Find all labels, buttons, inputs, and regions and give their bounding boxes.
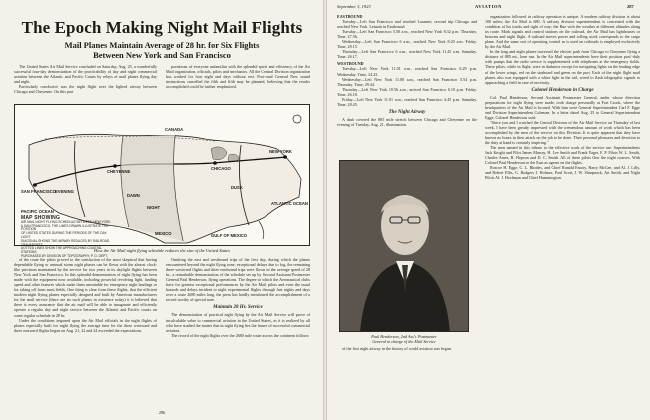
article-subtitle-line2: Between New York and San Francisco bbox=[93, 50, 231, 60]
henderson-paragraph: Col. Paul Henderson, Second Assistant Postmaster General, under whose direction preparations for night flying were made, took charge personally at Fort Crook, where the headquarters of the Air Mail is located. With him were General Superintendent Carl F. Egge and Division Superintendent Coleman. In a letter dated Aug. 25 to General Superintendent Egge, Colonel Henderson said: bbox=[485, 94, 640, 120]
legend-line: DIAGONAL SHOWS THE AIRWAY REDUCED BY RAILROAD TRANSPORTS bbox=[21, 238, 110, 247]
map-label-pacific: PACIFIC OCEAN bbox=[21, 209, 54, 214]
schedule-entry: Thursday—Left San Francisco 6 a.m., reached New York 11.45 a.m. Saturday. Time, 26.17. bbox=[337, 49, 477, 60]
legend-line: & SAN FRANCISCO. THE LINES DRAWN ILLUSTRATE THE POSITION bbox=[21, 223, 109, 232]
map-label-dawn: DAWN bbox=[127, 193, 140, 198]
map-label-atlantic: ATLANTIC OCEAN bbox=[271, 201, 308, 206]
page-number-left: 286 bbox=[158, 410, 166, 415]
eastbound-heading: EASTBOUND bbox=[337, 14, 363, 19]
san-francisco-dot bbox=[33, 183, 37, 187]
legend-line: PURCHASED BY DIVISION OF TOPOGRAPHY, P. O. DEPT. bbox=[21, 253, 108, 258]
schedule-entry: Friday—Left New York 11.01 a.m., reached San Francisco 4.45 p.m. Saturday. Time, 28.45. bbox=[337, 96, 477, 107]
article-title: The Epoch Making Night Mail Flights bbox=[21, 18, 303, 37]
map-label-new-york: NEW YORK bbox=[269, 149, 292, 154]
legend-line: DOTTED LINES SHOW THE APPROACHING COASTAL STATIONS bbox=[21, 246, 102, 255]
night-airway-heading: The Night Airway bbox=[388, 109, 426, 115]
header-magazine-title: AVIATION bbox=[475, 4, 502, 9]
map-label-gulf: GULF OF MEXICO bbox=[211, 233, 248, 238]
below-photo-text: of the first night airway in the history of world aviation was begun. bbox=[342, 346, 452, 351]
schedule-entry: Tuesday—Left San Francisco 5.50 a.m., reached New York 8.32 p.m. Thursday. Time, 27.56. bbox=[337, 29, 477, 40]
map-label-canada: CANADA bbox=[165, 127, 184, 132]
portrait-drawing bbox=[340, 161, 469, 332]
below-photo-column bbox=[337, 346, 477, 412]
body-paragraph-right-b: The demonstration of practical night flying by the Air Mail Service will prove of incalculable value to commercial aviation in the United States, as it is realized by all who have studied the matter that in night flying lies the future of successful commercial aviation. bbox=[166, 312, 310, 333]
page-number-right: 287 bbox=[627, 4, 634, 9]
map-caption: How the Air Mail night flying schedule reduces the size of the United States bbox=[93, 248, 231, 253]
map-label-san-francisco: SAN FRANCISCO bbox=[21, 189, 56, 194]
westbound-heading: WESTBOUND bbox=[337, 61, 364, 67]
night-airway-text: A dash covered the 885 mile stretch between Chicago and Cheyenne on the evening of Tuesday, Aug. 21, illumination. bbox=[337, 116, 477, 127]
body-paragraph-b: Under the conditions imposed upon the Air Mail officials in the night flights of planes especially built for night flying the average time for the three westward and three eastward flights began on Aug. 21, 22 and 24 exceeded the expectations. bbox=[14, 317, 157, 333]
schedule-entry: Tuesday—Left San Francisco and reached Laramie; second trip Chicago and reached New York. Lemain in Eastbound. bbox=[337, 19, 477, 30]
photo-caption-line2: General in charge of the Mail Service bbox=[372, 339, 436, 344]
photo-caption bbox=[339, 334, 469, 344]
schedule-entry: Tuesday—Left New York 11.01 a.m., reached San Francisco 6.29 p.m. Wednesday. Time, 34.23. bbox=[337, 66, 477, 77]
henderson-letter: "Since you and I watched the Central Division of the Air Mail Service on Thursday of last week, I have been greatly impressed with the tremendous amount of work which has been accomplished by the men of the service on this Division. It is quite apparent that they have known no hours in their attack on the job to be done. Their personal pleasures and devotion to the duty at hand is certainly inspiring." bbox=[485, 119, 640, 146]
intro-paragraph-b: Particularly conclusive was the night flight over the lighted airway between Chicago and Cheyenne. On this part bbox=[14, 84, 157, 95]
schedule-entry: Wednesday—Left New York 11.00 a.m., reached San Francisco 5.54 p.m. Thursday. Time, 29.44. bbox=[337, 76, 477, 87]
organization-paragraph: organization followed in railway operation is unique. A modern railway division is about 100 miles; the Air Mail is 680. A railway division superintendent is concerned with the condition of his tracks and right of way; the Rue with the weather at different altitudes along its route. Mark signals and control stations on the railroad, the Air Mail has lighthouses or beacons and night flight. A railroad moves power and rolling stock corresponds to the cargo plane. And the same sort of operating control as is used on railroads is employed exclusively by the Air Mail. bbox=[485, 14, 640, 50]
organization-paragraph-b: In the long and night planes traversed the electric path from Chicago to Cheyenne flying a distance of 885 mi., lone run. In the Air Mail superintendents have their position post'-duly with pumps that the radio service is supplemented with telephones at the emergency fields. These pilots, while in flight, were in darkness except for navigating lights on the leading edge of the lower wings, red on the starboard and green on the port. Each of the night flight mail planes also was equipped with a white light in the tail, wired to flash telegraphic signals to approaching a field in case of necessity. bbox=[485, 49, 640, 85]
henderson-heading: Colonel Henderson in Charge bbox=[531, 87, 594, 93]
body-column-right bbox=[166, 257, 310, 405]
intro-column-right bbox=[166, 64, 310, 102]
legend-line: AIR MAIL NIGHT FLYING SCHEDULE BETWEEN NEW YORK bbox=[21, 219, 111, 224]
map-label-evening: EVENING bbox=[55, 189, 74, 194]
tribute-paragraph: The men named in this tribute to the effective work of the service are: Superintendents Jack Knight and Pilot James Murray, H. Lee Smith and Frank Yager, F. P. Pilots W. L. Smith, Charles Ames, R. Hopson and D. C. Smith. All of these pilots flew the night courses. With Colonel Paul Henderson to the East as agents on the flights. bbox=[485, 145, 640, 166]
schedule-entry: Wednesday—Left San Francisco 6 a.m., reached New York 8.20 a.m. Friday. Time, 28.15. bbox=[337, 39, 477, 50]
intro-paragraph-right: portations of everyone unfamiliar with the splendid spirit and efficiency of the Air Mail organization, officials, pilots and mechanics. All the Central Division organization has worked for four night and days without rest. Post-onal General New sound instructions cancelled the fifth and fifth may be planned, believing that the results accomplished could be further emphasized. bbox=[166, 64, 310, 90]
map-label-dusk: DUSK bbox=[231, 185, 243, 190]
sun-icon bbox=[293, 115, 301, 123]
intro-column-left bbox=[14, 64, 157, 102]
body-paragraph: of the route the pilots proved to the satisfaction of the most skeptical that having dependable flying or unusual storm night phases can be flown with the almost clock-like precision maintained by the service for two years in its daylight flights between New York and San Francisco. In this splendid demonstration of night flying has been made with the equipment now available, including powerful revolving light, landing speed and other features which make them unsuitable for emergency night landings or for taking off from most fields. One thing is clear from these flights, that the efficient modern night flying planes especially designed and built by American manufacturers for the mail service (there are no such planes in existence today) it is believed that there is every assurance that the air mail will be able to inaugurate and efficiently operate a regular day and night service between the Atlantic and Pacific coasts on some regular schedule in 28 hr. bbox=[14, 257, 157, 318]
map-label-cheyenne: CHEYENNE bbox=[107, 169, 131, 174]
chicago-dot bbox=[213, 161, 217, 165]
legend-title: MAP SHOWING bbox=[21, 215, 61, 221]
map-label-mexico: MEXICO bbox=[155, 231, 172, 236]
map-label-night: NIGHT bbox=[147, 205, 161, 210]
cheyenne-dot bbox=[113, 164, 117, 168]
new-york-dot bbox=[283, 155, 287, 159]
article-subtitle-line1: Mail Planes Maintain Average of 28 hr. for Six Flights bbox=[64, 40, 260, 50]
schedule-column bbox=[337, 14, 477, 154]
header-date: September 3, 1923 bbox=[337, 4, 371, 9]
left-page bbox=[0, 0, 323, 420]
right-text-column bbox=[485, 14, 640, 412]
florida-outline bbox=[259, 221, 264, 239]
intro-paragraph: The United States Air Mail Service concluded on Saturday, Aug. 25, a wonderfully successful four-day demonstration of the practicability of day and night commercial aviation between the Atlantic and Pacific Coasts by relays of mail planes flying day and night. bbox=[14, 64, 157, 85]
photo-caption-line1: Paul Henderson, 2nd Ass't. Postmaster bbox=[371, 334, 437, 339]
night-zone-shading bbox=[121, 135, 183, 241]
map-label-chicago: CHICAGO bbox=[211, 166, 231, 171]
section-heading-28hr: Maintain 28 Hr. Service bbox=[213, 305, 263, 311]
right-page bbox=[327, 0, 650, 420]
body-paragraph-right: Omitting the east and westbound trips of the first day, during which the planes encountered beyond the night flying zone, exceptional delays due to fog, the remaining three westward flights and three eastbound trips were flown in the average speed of 28 hr., a remarkable demonstration of the schedule set up by Second Assistant Postmaster General Paul Henderson, flying operations. The degree to which the Aeronautical clubs have for greatest exceptional performances by the Air Mail pilots and even the usual hazards and delays incident to night experimental flights through fast nights and days over a route 2680 miles long, the press has hardly mentioned the accomplishment of a record worthy of special note. bbox=[166, 257, 310, 303]
schedule-entry: Thursday—Left New York 10.56 a.m., arrived San Francisco 6.10 p.m. Friday. Time, 26.18. bbox=[337, 86, 477, 97]
body-paragraph-right-c: The record of the night flights over the 2680 mile route across the continent follows: bbox=[171, 332, 310, 338]
names-paragraph: Roscoe H. Egge, C. L. Rhodes, and Chief Ronald Emory, Harry McGee, and Al. J. Lilly, and Robert Ellis, G. Rodgers J. Holmes, Paul Scott, J. W. Sharpnack, Art Smith, and Night Pilots Al. J. Hochman and Chief Hummington. bbox=[485, 165, 640, 181]
henderson-portrait bbox=[339, 160, 469, 332]
legend-line: OF UNITED STATES DURING THE PERIODS OF THE DAY-LIGHT bbox=[21, 231, 108, 239]
